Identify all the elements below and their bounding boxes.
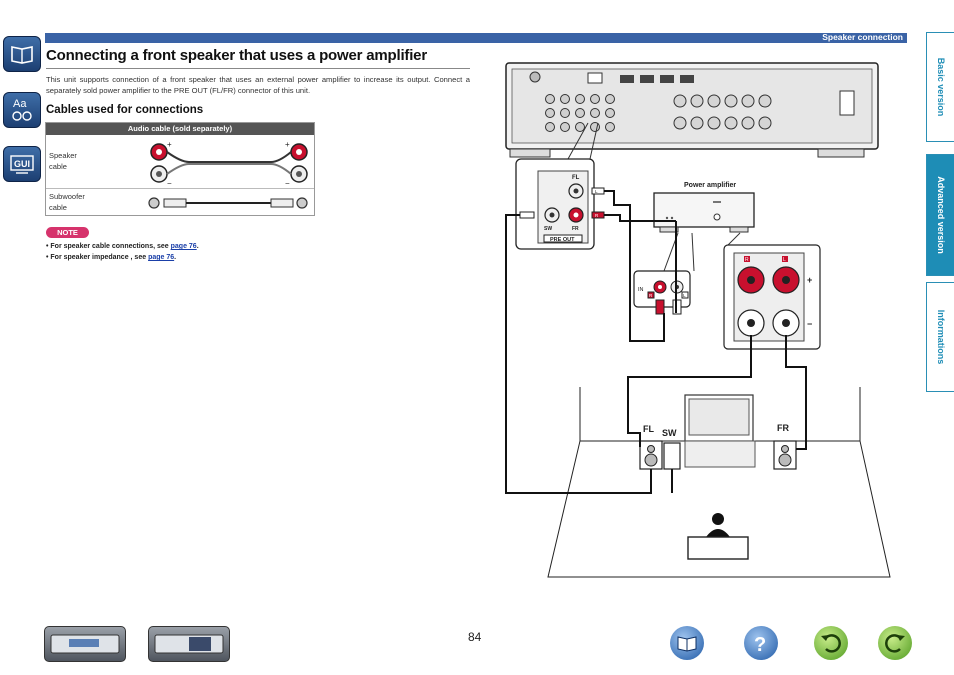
rear-jack: [546, 95, 555, 104]
amp-in-r-label: R: [649, 293, 653, 298]
intro-text: This unit supports connection of a front speaker that uses an external power amplifier to increase its output. Connect a separately sold power amplifier to the PRE OUT (FL/FR) connector of this unit.: [46, 75, 470, 95]
rear-jack: [576, 109, 585, 118]
pre-out-sw-label: SW: [544, 226, 553, 232]
rear-jack: [674, 117, 686, 129]
note-item: [46, 243, 199, 250]
rear-jack: [742, 117, 754, 129]
rear-jack: [591, 109, 600, 118]
subwoofer-cable-illustration: [146, 192, 311, 214]
plug-l-label: L: [595, 189, 598, 194]
page-number: 84: [468, 630, 482, 644]
rear-jack: [546, 109, 555, 118]
rear-jack: [561, 109, 570, 118]
pre-out-fl-label: FL: [572, 175, 580, 181]
back-icon[interactable]: [814, 626, 848, 660]
note-text: • For speaker cable connections, see: [46, 243, 171, 250]
tab-basic-version[interactable]: [926, 32, 954, 142]
rear-jack: [606, 95, 615, 104]
note-badge: NOTE: [46, 227, 89, 238]
rear-jack: [742, 95, 754, 107]
manual-book-icon[interactable]: [3, 36, 41, 72]
cable-label-line2: cable: [49, 162, 67, 171]
cable-label-line2: cable: [49, 203, 67, 212]
cables-heading: Cables used for connections: [46, 104, 204, 116]
amp-spk-minus-label: −: [807, 319, 813, 329]
remote-control-button[interactable]: [148, 626, 230, 662]
amp-input-closeup: [634, 271, 690, 314]
speaker-cable-illustration: [141, 138, 311, 186]
amp-in-label: IN: [638, 287, 644, 293]
amp-spk-plus-label: +: [807, 275, 813, 285]
amp-speaker-terminals: [724, 245, 820, 349]
gui-icon-text: GUI: [14, 159, 31, 169]
pre-out-label: PRE OUT: [550, 237, 575, 243]
amp-spk-l-label: L: [783, 257, 786, 263]
rear-jack: [674, 95, 686, 107]
svg-text:+: +: [167, 140, 172, 149]
hdmi-port: [640, 75, 654, 83]
section-label: Speaker connection: [822, 32, 903, 42]
receiver-front-button[interactable]: [44, 626, 126, 662]
font-aa-text: Aa: [13, 98, 27, 110]
pre-out-fr-label: FR: [572, 226, 579, 232]
note-item: [46, 254, 176, 261]
page-title: Connecting a front speaker that uses a power amplifier: [46, 47, 427, 64]
rear-jack: [759, 117, 771, 129]
cable-row-speaker: [46, 136, 314, 188]
cable-label-line1: Speaker: [49, 151, 77, 160]
room-fr-label: FR: [777, 423, 789, 433]
hdmi-port: [660, 75, 674, 83]
rear-jack: [576, 95, 585, 104]
room-sw-label: SW: [662, 428, 677, 438]
page-link[interactable]: page 76: [148, 254, 175, 261]
pre-out-closeup: [516, 159, 604, 249]
tab-basic-version-label: Basic version: [936, 57, 946, 117]
title-divider: [46, 68, 470, 69]
section-bar: [45, 33, 907, 43]
help-icon[interactable]: [744, 626, 778, 660]
hdmi-port: [680, 75, 694, 83]
rear-jack: [691, 117, 703, 129]
connection-diagram: [480, 55, 900, 585]
svg-text:−: −: [167, 179, 172, 186]
rear-jack: [708, 117, 720, 129]
cable-label: [49, 191, 85, 213]
amp-spk-r-label: R: [745, 257, 749, 263]
rear-jack: [561, 95, 570, 104]
cable-row-subwoofer: [46, 188, 314, 216]
cable-table: [45, 122, 315, 216]
plug-r-label: R: [595, 213, 599, 218]
font-aa-icon[interactable]: [3, 92, 41, 128]
svg-text:?: ?: [754, 634, 767, 656]
power-amp-label: Power amplifier: [684, 182, 737, 189]
note-suffix: .: [196, 243, 199, 250]
tab-informations-label: Informations: [936, 309, 946, 365]
hdmi-port: [620, 75, 634, 83]
cable-label-line1: Subwoofer: [49, 192, 85, 201]
tab-advanced-version[interactable]: [926, 154, 954, 276]
tab-informations[interactable]: [926, 282, 954, 392]
room-layout: [548, 387, 890, 577]
page-link[interactable]: page 76: [170, 243, 197, 250]
rear-jack: [725, 95, 737, 107]
cable-label: [49, 150, 77, 172]
rear-jack: [591, 95, 600, 104]
rear-jack: [759, 95, 771, 107]
amp-in-l-label: L: [683, 293, 686, 298]
svg-text:−: −: [285, 179, 290, 186]
forward-icon[interactable]: [878, 626, 912, 660]
rear-jack: [606, 123, 615, 132]
cable-table-header: Audio cable (sold separately): [46, 123, 314, 135]
svg-text:+: +: [285, 140, 290, 149]
rear-jack: [691, 95, 703, 107]
rear-jack: [725, 117, 737, 129]
gui-icon[interactable]: [3, 146, 41, 182]
rear-jack: [561, 123, 570, 132]
note-suffix: .: [174, 254, 177, 261]
room-fl-label: FL: [643, 424, 654, 434]
rear-jack: [546, 123, 555, 132]
note-text: • For speaker impedance , see: [46, 254, 149, 261]
power-amplifier: [654, 182, 754, 232]
tab-advanced-version-label: Advanced version: [936, 176, 946, 254]
rear-jack: [576, 123, 585, 132]
rear-jack: [606, 109, 615, 118]
manual-book-icon[interactable]: [670, 626, 704, 660]
rear-jack: [708, 95, 720, 107]
